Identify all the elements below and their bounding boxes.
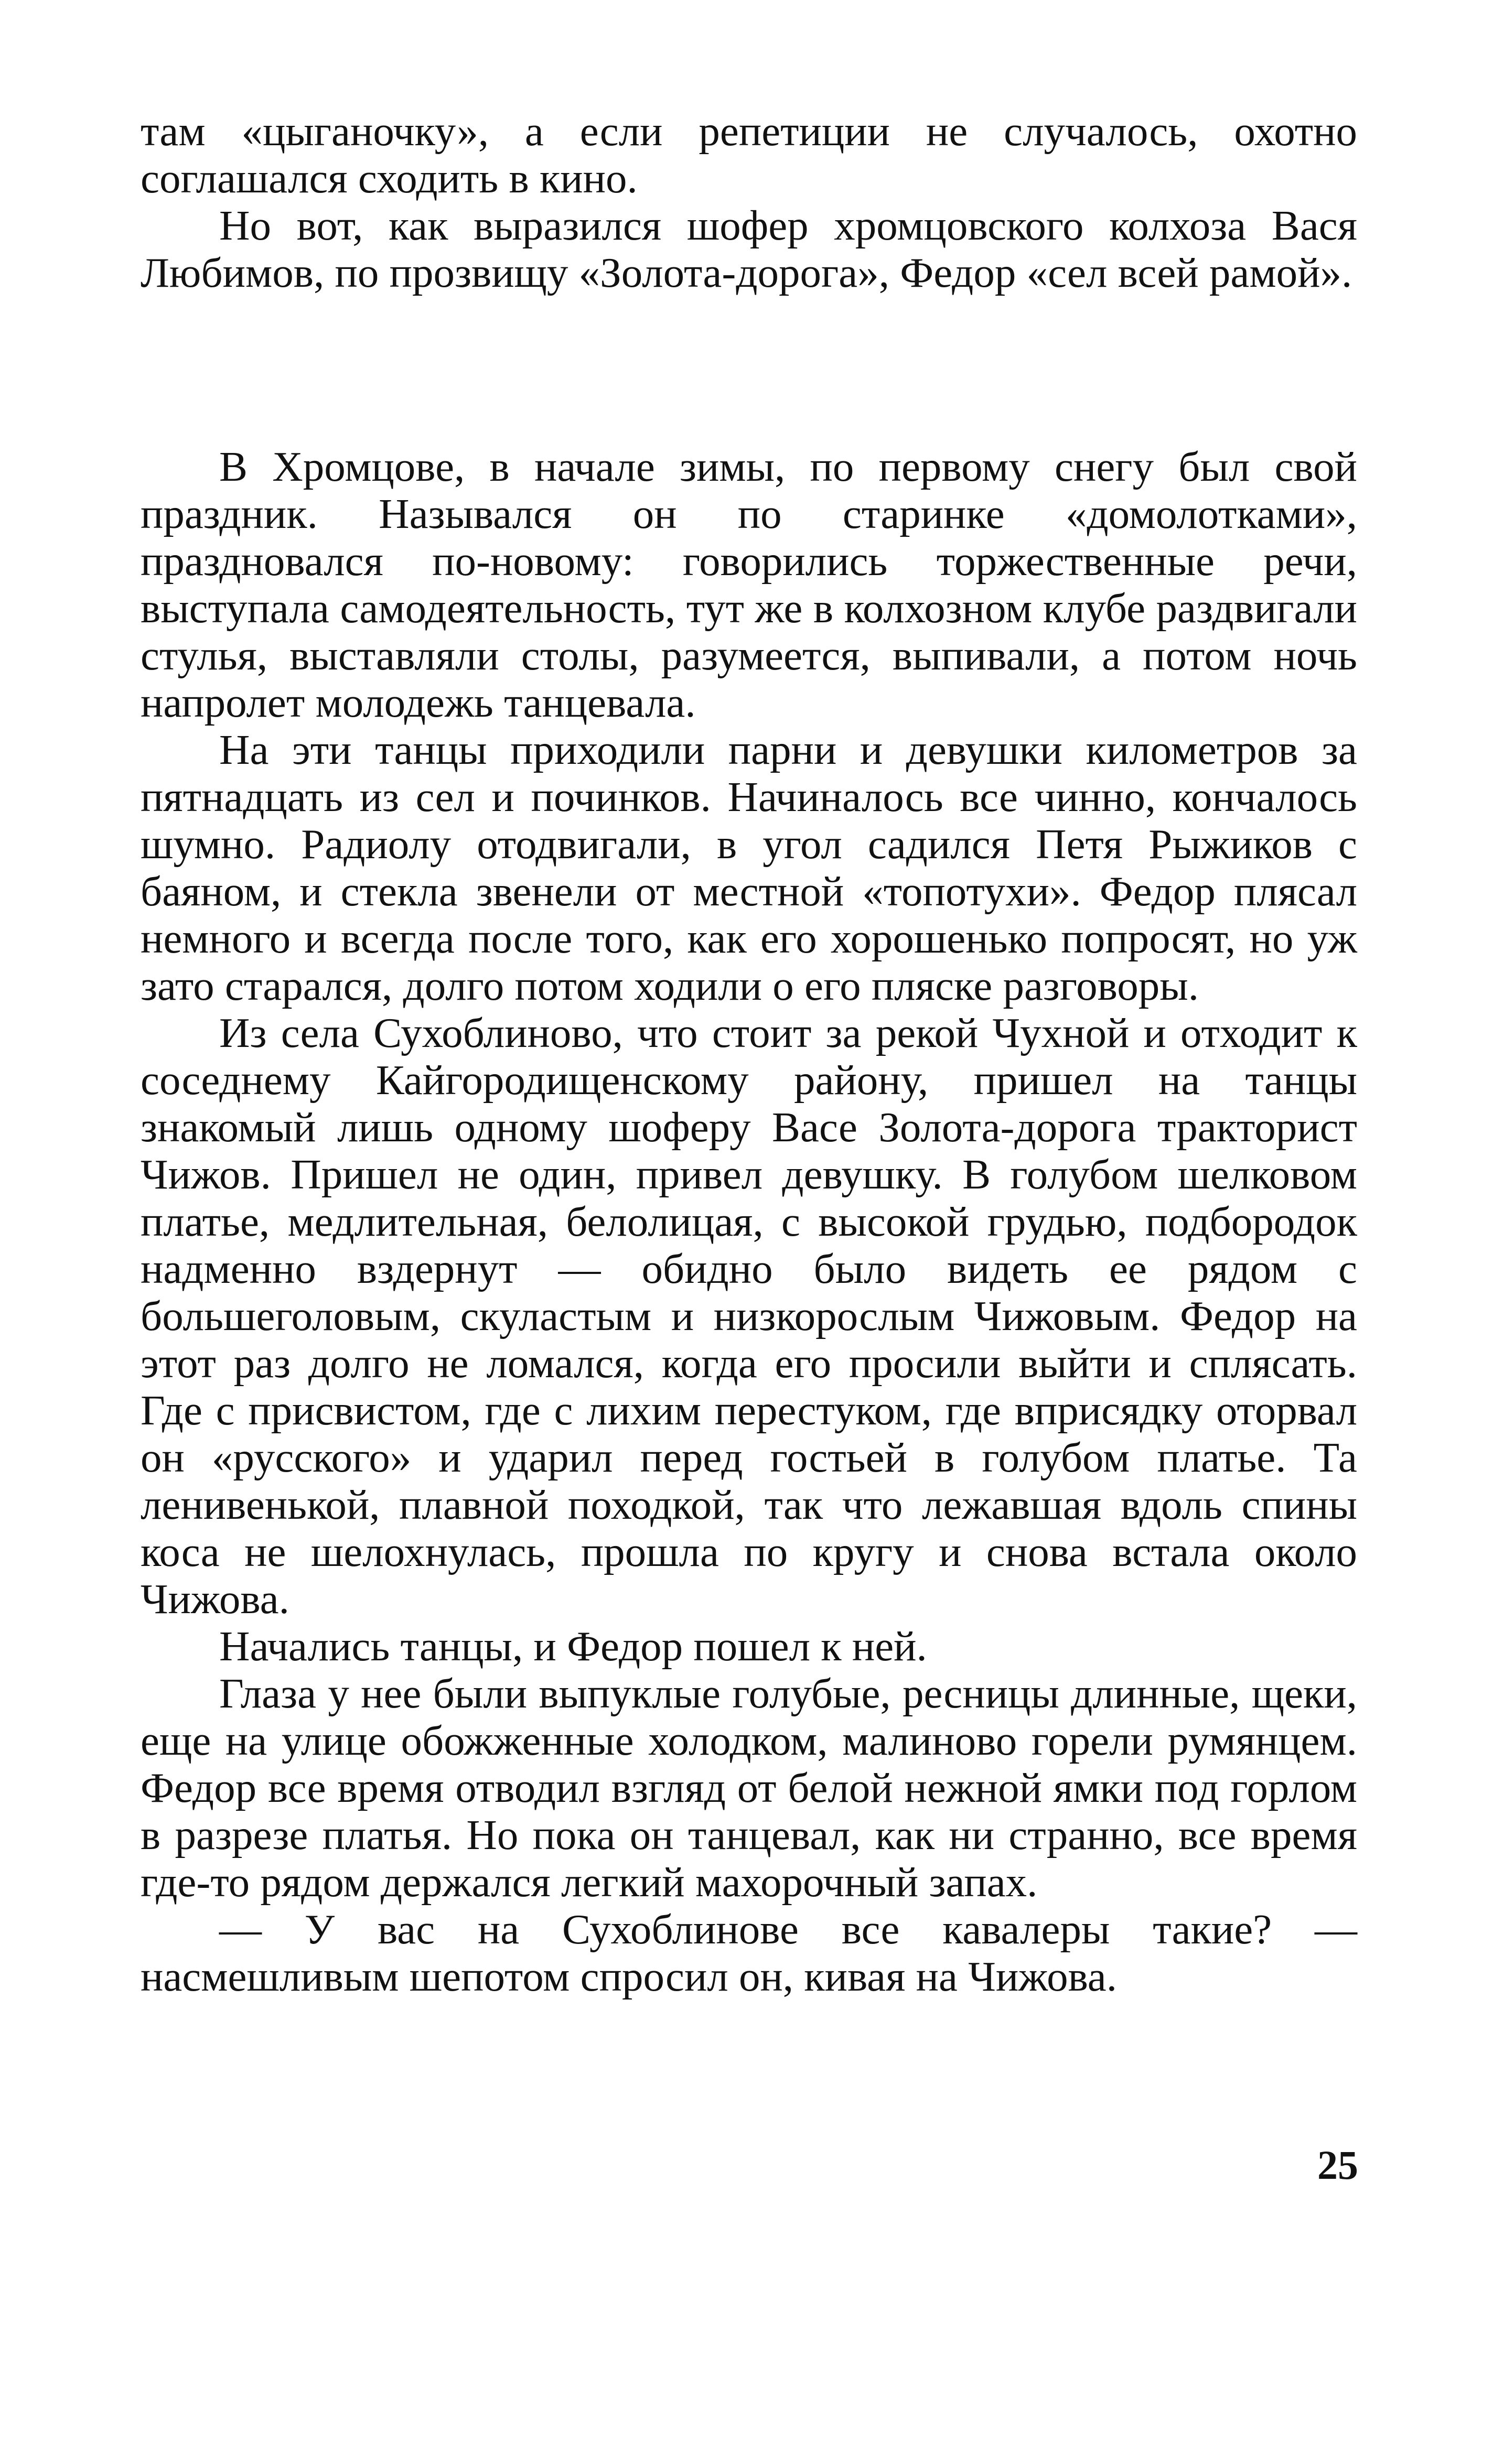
paragraph: — У вас на Сухоблинове все кавалеры такие? — насмешливым шепотом спросил он, кивая на Чижова.	[141, 1906, 1357, 2000]
text-block-main	[141, 443, 1357, 2000]
paragraph: Но вот, как выразился шофер хромцовского колхоза Вася Любимов, по прозвищу «Золота-дорога», Федор «сел всей рамой».	[141, 202, 1357, 296]
paragraph: Глаза у нее были выпуклые голубые, ресницы длинные, щеки, еще на улице обожженные холодком, малиново горели румянцем. Федор все время отводил взгляд от белой нежной ямки под горлом в разрезе платья. Но пока он танцевал, как ни странно, все время где-то рядом держался легкий махорочный запах.	[141, 1670, 1357, 1906]
paragraph: На эти танцы приходили парни и девушки километров за пятнадцать из сел и починков. Начиналось все чинно, кончалось шумно. Радиолу отодвигали, в угол садился Петя Рыжиков с баяном, и стекла звенели от местной «топотухи». Федор плясал немного и всегда после того, как его хорошенько попросят, но уж зато старался, долго потом ходили о его пляске разговоры.	[141, 726, 1357, 1009]
paragraph: Из села Сухоблиново, что стоит за рекой Чухной и отходит к соседнему Кайгородищенскому району, пришел на танцы знакомый лишь одному шоферу Васе Золота-дорога тракторист Чижов. Пришел не один, привел девушку. В голубом шелковом платье, медлительная, белолицая, с высокой грудью, подбородок надменно вздернут — обидно было видеть ее рядом с большеголовым, скуластым и низкорослым Чижовым. Федор на этот раз долго не ломался, когда его просили выйти и сплясать. Где с присвистом, где с лихим перестуком, где вприсядку оторвал он «русского» и ударил перед гостьей в голубом платье. Та ленивенькой, плавной походкой, так что лежавшая вдоль спины коса не шелохнулась, прошла по кругу и снова встала около Чижова.	[141, 1009, 1357, 1623]
page-number: 25	[1317, 2142, 1358, 2188]
paragraph: Начались танцы, и Федор пошел к ней.	[219, 1623, 927, 1670]
paragraph: там «цыганочку», а если репетиции не случалось, охотно соглашался сходить в кино.	[141, 107, 1357, 202]
text-block-top	[141, 107, 1357, 296]
paragraph: В Хромцове, в начале зимы, по первому снегу был свой праздник. Назывался он по старинке «домолотками», праздновался по-новому: говорились торжественные речи, выступала самодеятельность, тут же в колхозном клубе раздвигали стулья, выставляли столы, разумеется, выпивали, а потом ночь напролет молодежь танцевала.	[141, 443, 1357, 726]
